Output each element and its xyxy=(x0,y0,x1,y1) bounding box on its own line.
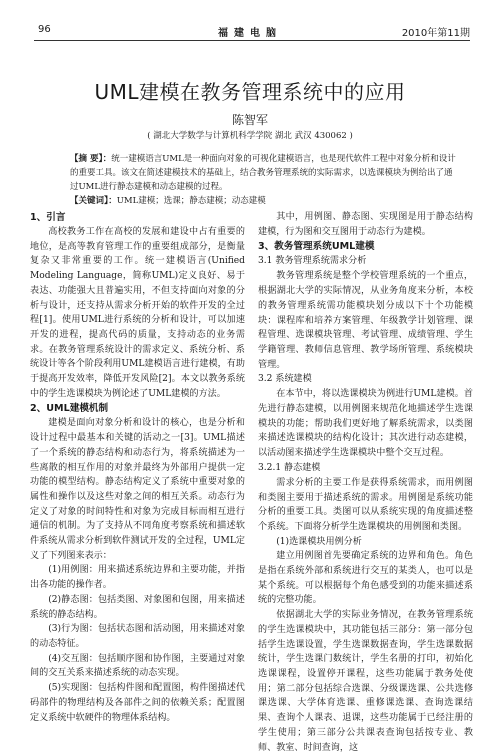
abstract-paragraph xyxy=(46,152,458,194)
abstract-label: 【摘 要】： xyxy=(70,154,112,164)
section-heading: 3、教务管理系统UML建模 xyxy=(258,241,375,253)
page-number: 96 xyxy=(38,24,51,35)
subsection-heading: 3.2 系统建模 xyxy=(258,374,312,385)
keywords-line xyxy=(46,194,458,208)
paper-title: UML建模在教务管理系统中的应用 xyxy=(94,80,406,104)
keywords-label: 【关键词】： xyxy=(70,196,117,206)
body-paragraph: (2)静态图：包括类图、对象图和包图，用来描述系统的静态结构。 xyxy=(30,594,245,620)
body-paragraph: (5)实现图：包括构件图和配置图，构件图描述代码部件的物理结构及各部件之间的依赖关系；配置图定义系统中软硬件的物理体系结构。 xyxy=(30,683,245,723)
section-heading: 2、UML建模机制 xyxy=(30,403,109,415)
author-affiliation: ( 湖北大学数学与计算机科学学院 湖北 武汉 430062 ) xyxy=(147,131,353,141)
body-paragraph: 需求分析的主要工作是获得系统需求，而用例图和类图主要用于描述系统的需求。用例图是系统功能分析的重要工具。类图可以从系统实现的角度描述整个系统。下面将分析学生选课模块的用例图和类图。 xyxy=(258,477,473,532)
section-heading: 1、引言 xyxy=(30,212,66,223)
body-paragraph: (1)用例图：用来描述系统边界和主要功能，并指出各功能的操作者。 xyxy=(30,565,245,591)
subsection-heading: 3.2.1 静态建模 xyxy=(258,462,321,473)
abstract-text: 统一建模语言UML是一种面向对象的可视化建模语言，也是现代软件工程中对象分析和设计的重要工具。该文在简述建模技术的基础上，结合教务管理系统的实际需求，以选课模块为例给出了通过UML进行静态建模和动态建模的过程。 xyxy=(70,154,456,192)
header-rule xyxy=(34,40,470,41)
abstract-block xyxy=(46,152,458,208)
body-paragraph: (4)交互图：包括顺序图和协作图，主要通过对象间的交互关系来描述系统的动态实现。 xyxy=(30,653,245,679)
body-paragraph: 依据湖北大学的实际业务情况，在教务管理系统的学生选课模块中，其功能包括三部分：第一部分包括学生选课设置，学生选课数据查询，学生选课数据统计，学生选课门数统计，学生名册的打印，初始化选课课程，设置停开课程，这些功能属于教务处使用；第二部分包括综合选课、分级课选课、公共选修课选课、大学体育选课、重修课选课、查询选课结果、查询个人课表、退课，这些功能属于已经注册的学生使用；第三部分公共课表查询包括按专业、教师、教室、时间查询，这 xyxy=(258,610,473,753)
body-paragraph: 其中，用例图、静态图、实现图是用于静态结构建模，行为图和交互图用于动态行为建模。 xyxy=(258,212,473,237)
author-name: 陈智军 xyxy=(231,113,268,127)
body-paragraph: 建模是面向对象分析和设计的核心，也是分析和设计过程中最基本和关键的活动之一[3]。UML描述了一个系统的静态结构和动态行为，将系统描述为一些离散的相互作用的对象并最终为外部用户提供一定功能的模型结构。静态结构定义了系统中重要对象的属性和操作以及这些对象之间的相互关系。动态行为定义了对象的时间特性和对象为完成目标而相互进行通信的机制。为了支持从不同角度考察系统和描述软件系统从需求分析到软件测试开发的全过程，UML定义了下列图来表示： xyxy=(30,418,245,561)
body-paragraph: 教务管理系统是整个学校管理系统的一个重点，根据湖北大学的实际情况，从业务角度来分析，本校的教务管理系统需功能模块划分成以下十个功能模块：课程库和培养方案管理、年级教学计划管理、课程管理、选课模块管理、考试管理、成绩管理、学生学籍管理、教师信息管理、教学场所管理、系统模块管理。 xyxy=(258,271,473,370)
left-column xyxy=(30,210,245,725)
journal-name: 福建电脑 xyxy=(218,28,282,39)
keywords-text: UML建模；选课；静态建模；动态建模 xyxy=(116,196,266,206)
body-paragraph: 建立用例图首先要确定系统的边界和角色。角色是指在系统外部和系统进行交互的某类人，也可以是某个系统。可以根据每个角色感受到的功能来描述系统的完整功能。 xyxy=(258,551,473,606)
body-paragraph: 高校教务工作在高校的发展和建设中占有重要的地位，是高等教育管理工作的重要组成部分，是衡量复杂又非常重要的工作。统一建模语言(Unified Modeling Language，简称UML)定义良好、易于表达、功能强大且普遍实用，不但支持面向对象的分析与设计，还支持从需求分析开始的软件开发的全过程[1]。使用UML进行系统的分析和设计，可以加速开发的进程，提高代码的质量，支持动态的业务需求。在教务管理系统设计的需求定义、系统分析、系统设计等各个阶段利用UML建模语言进行建模，有助于提高开发效率，降低开发风险[2]。本文以教务系统中的学生选课模块为例论述了UML建模的方法。 xyxy=(30,227,245,399)
running-header xyxy=(0,22,500,40)
right-column xyxy=(258,210,473,755)
body-paragraph: 在本节中，将以选课模块为例进行UML建模。首先进行静态建模，以用例图来规范化地描述学生选课模块的功能；帮助我们更好地了解系统需求，以类图来描述选课模块的结构化设计；其次进行动态建模，以活动图来描述学生选课模块中整个交互过程。 xyxy=(258,389,473,459)
body-paragraph: (3)行为图：包括状态图和活动图，用来描述对象的动态特征。 xyxy=(30,624,245,649)
subsection-heading: 3.1 教务管理系统需求分析 xyxy=(258,256,367,267)
issue-label: 2010年第11期 xyxy=(401,28,470,39)
body-paragraph: (1)选课模块用例分析 xyxy=(276,536,362,547)
